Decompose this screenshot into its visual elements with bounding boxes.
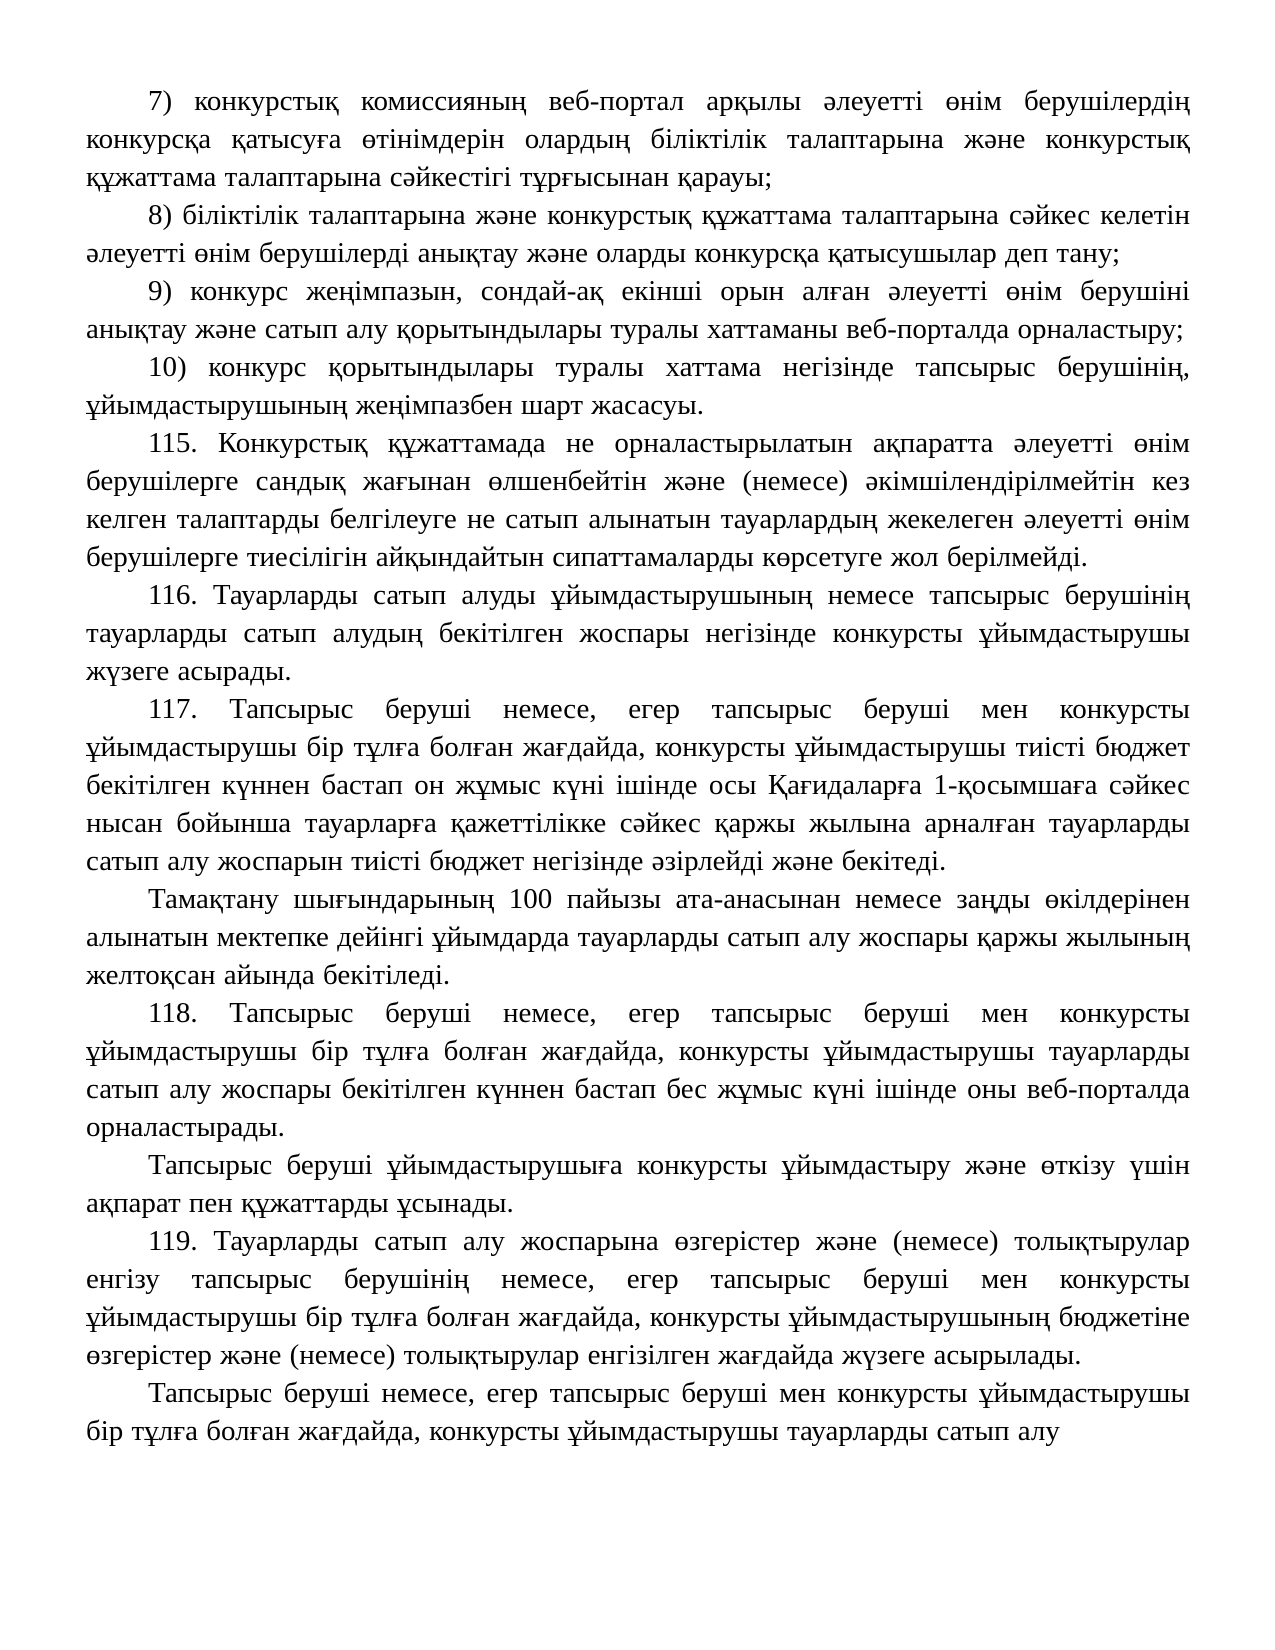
paragraph-point-119: 119. Тауарларды сатып алу жоспарына өзгерістер және (немесе) толықтырулар енгізу тапсырыс берушінің немесе, егер тапсырыс беруші мен конкурсты ұйымдастырушы бір тұлға болған жағдайда, конкурсты ұйымдастырушының бюджетіне өзгерістер және (немесе) толықтырулар енгізілген жағдайда жүзеге асырылады. <box>86 1225 1190 1371</box>
document-text-block <box>86 82 1190 1450</box>
paragraph-point-117-note: Тамақтану шығындарының 100 пайызы ата-анасынан немесе заңды өкілдерінен алынатын мектепке дейінгі ұйымдарда тауарларды сатып алу жоспары қаржы жылының желтоқсан айында бекітіледі. <box>86 883 1190 991</box>
paragraph-item-10: 10) конкурс қорытындылары туралы хаттама негізінде тапсырыс берушінің, ұйымдастырушының жеңімпазбен шарт жасасуы. <box>86 351 1190 421</box>
paragraph-point-119-continuation: Тапсырыс беруші немесе, егер тапсырыс беруші мен конкурсты ұйымдастырушы бір тұлға болған жағдайда, конкурсты ұйымдастырушы тауарларды сатып алу <box>86 1377 1190 1447</box>
paragraph-point-116: 116. Тауарларды сатып алуды ұйымдастырушының немесе тапсырыс берушінің тауарларды сатып алудың бекітілген жоспары негізінде конкурсты ұйымдастырушы жүзеге асырады. <box>86 579 1190 687</box>
paragraph-item-9: 9) конкурс жеңімпазын, сондай-ақ екінші орын алған әлеуетті өнім берушіні анықтау және сатып алу қорытындылары туралы хаттаманы веб-порталда орналастыру; <box>86 275 1190 345</box>
paragraph-point-118-note: Тапсырыс беруші ұйымдастырушыға конкурсты ұйымдастыру және өткізу үшін ақпарат пен құжаттарды ұсынады. <box>86 1149 1190 1219</box>
paragraph-item-8: 8) біліктілік талаптарына және конкурстық құжаттама талаптарына сәйкес келетін әлеуетті өнім берушілерді анықтау және оларды конкурсқа қатысушылар деп тану; <box>86 199 1190 269</box>
paragraph-item-7: 7) конкурстық комиссияның веб-портал арқылы әлеуетті өнім берушілердің конкурсқа қатысуға өтінімдерін олардың біліктілік талаптарына және конкурстық құжаттама талаптарына сәйкестігі тұрғысынан қарауы; <box>86 85 1190 193</box>
paragraph-point-118: 118. Тапсырыс беруші немесе, егер тапсырыс беруші мен конкурсты ұйымдастырушы бір тұлға болған жағдайда, конкурсты ұйымдастырушы тауарларды сатып алу жоспары бекітілген күннен бастап бес жұмыс күні ішінде оны веб-порталда орналастырады. <box>86 997 1190 1143</box>
paragraph-point-115: 115. Конкурстық құжаттамада не орналастырылатын ақпаратта әлеуетті өнім берушілерге сандық жағынан өлшенбейтін және (немесе) әкімшілендірілмейтін кез келген талаптарды белгілеуге не сатып алынатын тауарлардың жекелеген әлеуетті өнім берушілерге тиесілігін айқындайтын сипаттамаларды көрсетуге жол берілмейді. <box>86 427 1190 573</box>
paragraph-point-117: 117. Тапсырыс беруші немесе, егер тапсырыс беруші мен конкурсты ұйымдастырушы бір тұлға болған жағдайда, конкурсты ұйымдастырушы тиісті бюджет бекітілген күннен бастап он жұмыс күні ішінде осы Қағидаларға 1-қосымшаға сәйкес нысан бойынша тауарларға қажеттілікке сәйкес қаржы жылына арналған тауарларды сатып алу жоспарын тиісті бюджет негізінде әзірлейді және бекітеді. <box>86 693 1190 877</box>
